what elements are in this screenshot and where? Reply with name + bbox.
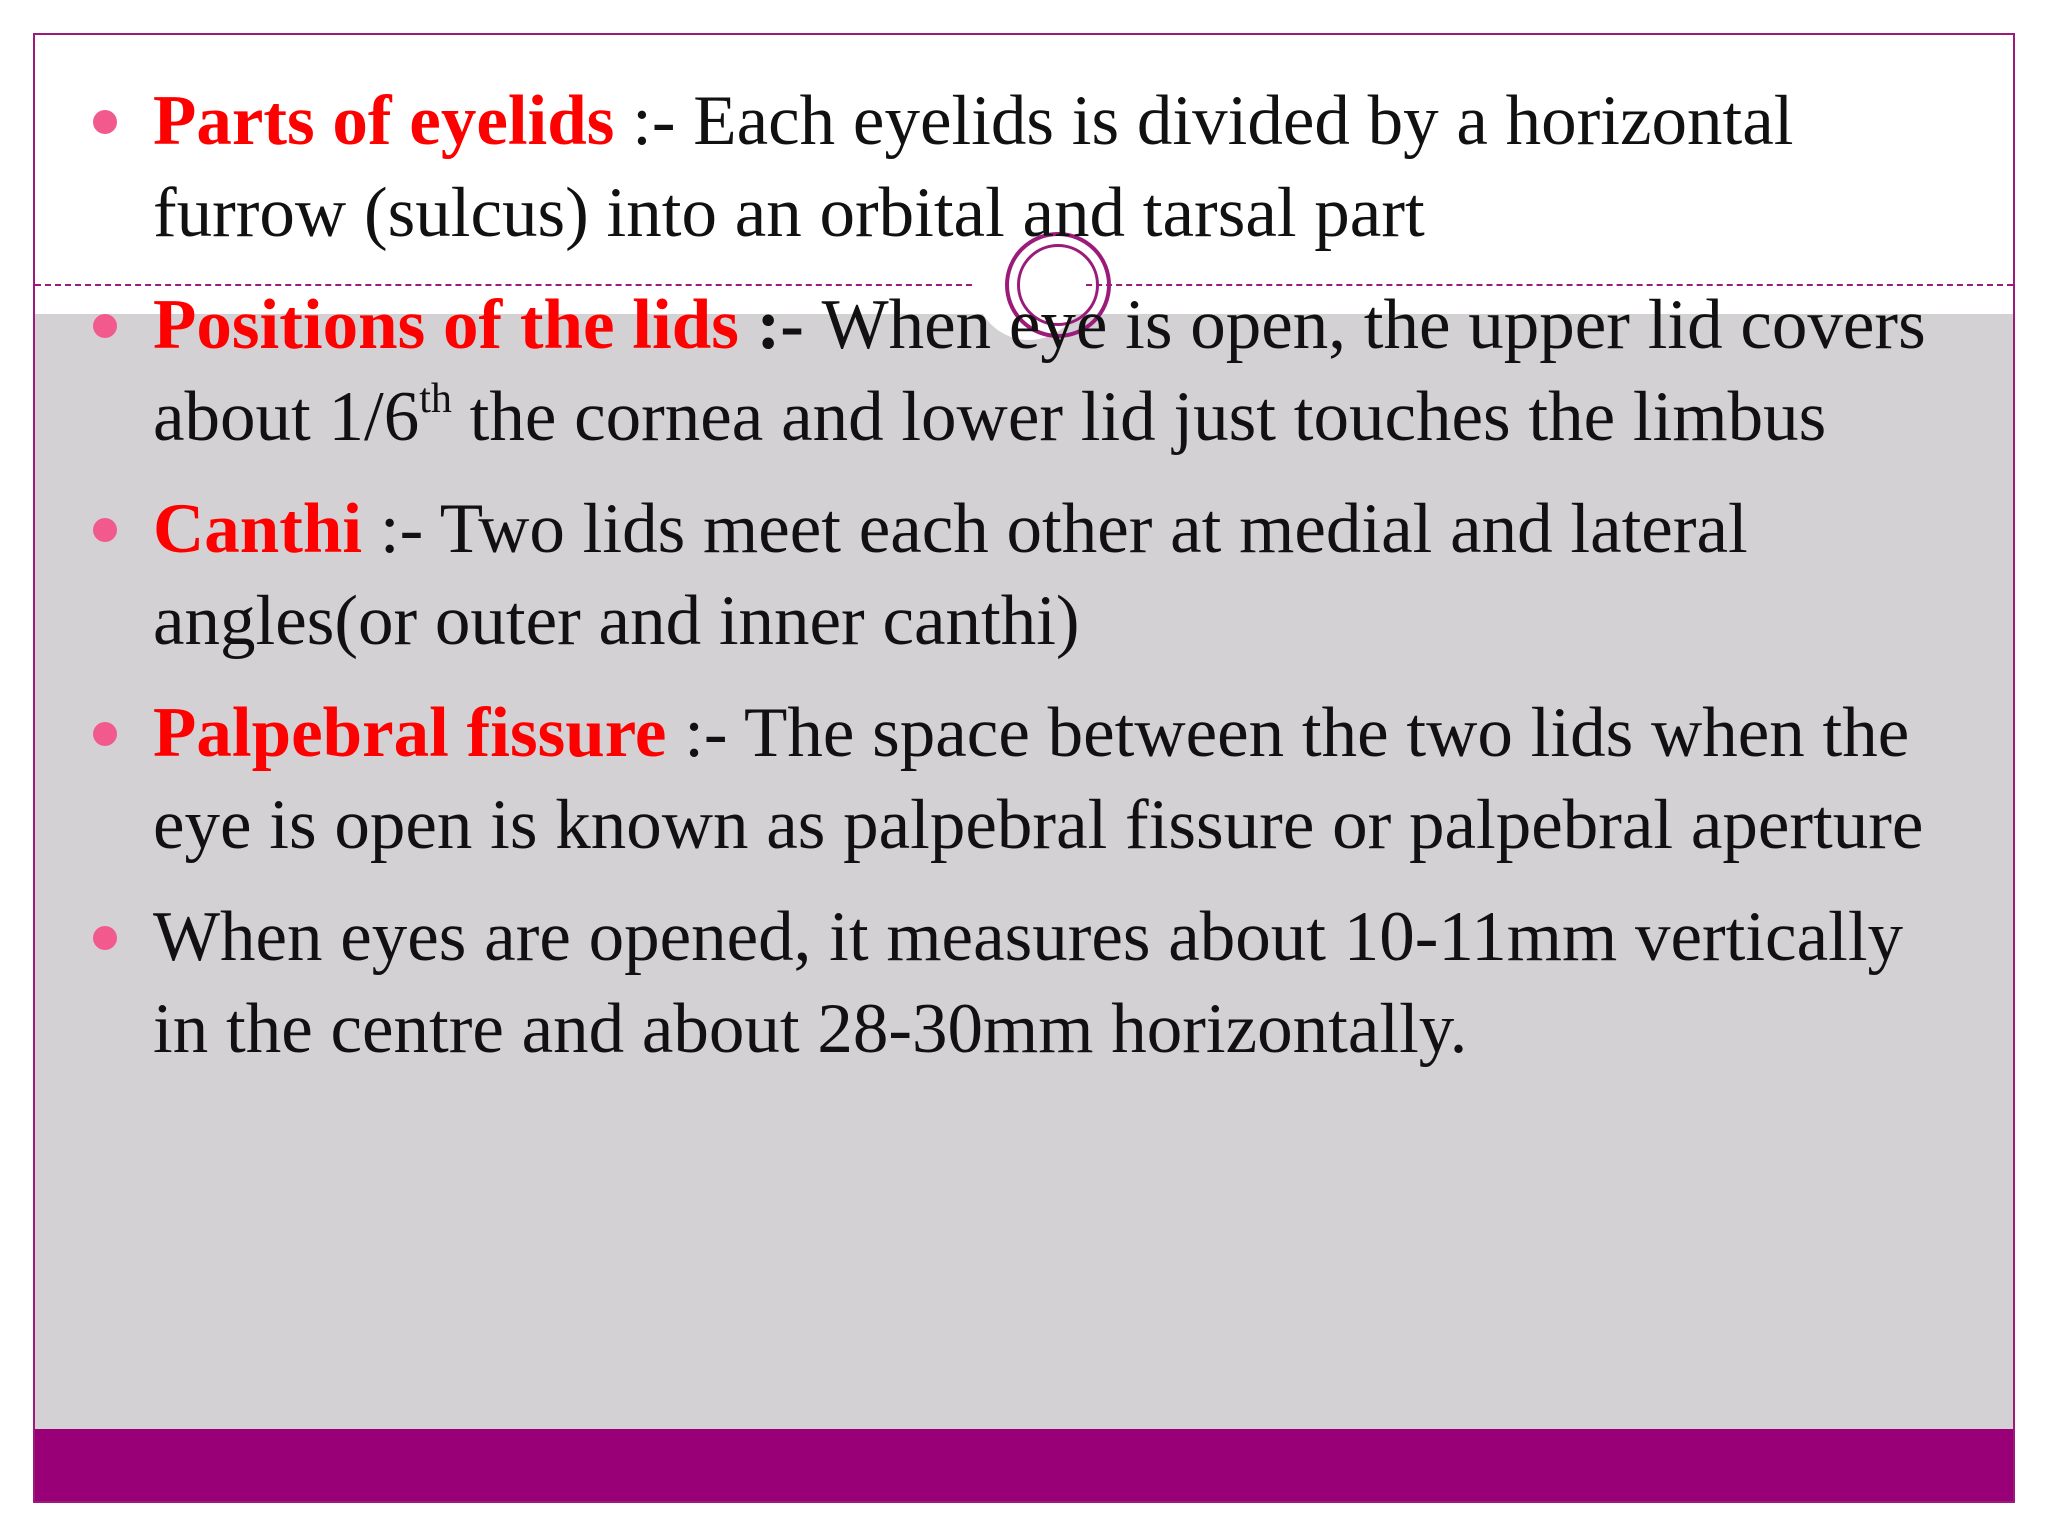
bullet-dot-icon: [93, 314, 117, 338]
bullet-dot-icon: [93, 926, 117, 950]
bullet-palpebral-fissure: [35, 687, 2013, 871]
bullet-parts-of-eyelids: [35, 75, 2013, 259]
bullet-list: [35, 75, 2013, 1095]
bullet-term: Parts of eyelids: [153, 82, 615, 160]
bullet-separator: :-: [614, 82, 694, 160]
bullet-text: Two lids meet each other at medial and lateral angles(or outer and inner canthi): [153, 490, 1748, 660]
bullet-text: Each eyelids is divided by a horizontal furrow (sulcus) into an orbital and tarsal part: [153, 82, 1794, 252]
footer-bar: [35, 1429, 2013, 1501]
slide: [33, 33, 2015, 1503]
bullet-measurements: [35, 891, 2013, 1075]
bullet-separator: :-: [362, 490, 440, 568]
bullet-dot-icon: [93, 518, 117, 542]
bullet-text: The space between the two lids when the eye is open is known as palpebral fissure or palpebral aperture: [153, 694, 1924, 864]
bullet-canthi: [35, 483, 2013, 667]
bullet-dot-icon: [93, 110, 117, 134]
bullet-separator: :-: [666, 694, 745, 772]
bullet-term: Positions of the lids: [153, 286, 739, 364]
bullet-term: Palpebral fissure: [153, 694, 667, 772]
superscript-ordinal: th: [419, 376, 452, 422]
bullet-term: Canthi: [153, 490, 363, 568]
bullet-text: When eyes are opened, it measures about 10-11mm vertically in the centre and about 28-30mm horizontally.: [153, 898, 1904, 1068]
bullet-dot-icon: [93, 722, 117, 746]
bullet-positions-of-lids: [35, 279, 2013, 463]
bullet-text-continued: the cornea and lower lid just touches the limbus: [451, 378, 1827, 456]
bullet-separator: :-: [738, 286, 822, 364]
bullet-text: When eye is open, the upper lid covers about 1/6: [153, 286, 1926, 456]
